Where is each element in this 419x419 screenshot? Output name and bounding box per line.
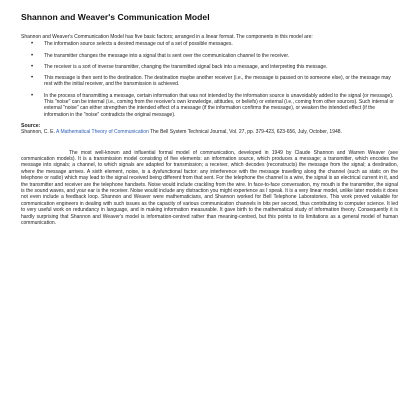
source-label: Source: [21, 122, 41, 129]
source-citation [21, 129, 398, 135]
page-title: Shannon and Weaver's Communication Model [21, 12, 210, 22]
source-link[interactable]: A Mathematical Theory of Communication [56, 129, 149, 136]
list-item: • The transmitter changes the message into a signal that is sent over the communication channel to the receiver. [31, 53, 398, 59]
intro-paragraph: Shannon and Weaver's Communication Model has five basic factors; arranged in a linear format. The components in this model are: [21, 34, 313, 40]
source-prefix: Shannon, C. E. [21, 129, 57, 136]
list-item: • The receiver is a sort of inverse transmitter, changing the transmitted signal back into a message, and interpreting this message. [31, 64, 398, 70]
list-item: • The information source selects a desired message out of a set of possible messages. [31, 41, 398, 47]
source-suffix: The Bell System Technical Journal, Vol. 27, pp. 379-423, 623-656, July, October, 1948. [148, 129, 342, 136]
list-item: • In the process of transmitting a message, certain information that was not intended by the information source is unavoidably added to the signal (or message). This "noise" can be internal (i.e., coming from the receiver's own knowledge, attitudes, or beliefs) or external (i.e., coming from other sources). Such internal or external "noise" can either strengthen the intended effect of a message (if the information confirms the message), or weaken the intended effect (if the information in the "noise" contradicts the original message). [31, 93, 398, 118]
components-list [21, 41, 398, 118]
body-paragraph: The most well-known and influential formal model of communication, developed in 1949 by Claude Shannon and Warren Weaver (see communication models). It is a transmission model consisting of five elements: an information source, which produces a message; a transmitter, which encodes the message into signals; a channel, to which signals are adapted for transmission; a receiver, which decodes (reconstructs) the message from the signal; a destination, where the message arrives. A sixth element, noise, is a dysfunctional factor: any interference with the message travelling along the channel (such as static on the telephone or radio) which may lead to the signal received being different from that sent. For the telephone the channel is a wire, the signal is an electrical current in it, and the transmitter and receiver are the telephone handsets. Noise would include crackling from the wire. In face-to-face conversation, my mouth is the transmitter, the signal is the sound waves, and your ear is the receiver. Noise would include any distraction you might experience as I speak. It is a very linear model, unlike later models it does not even include a feedback loop. Shannon and Weaver were mathematicians, and Shannon worked for Bell Telephone Laboratories. This work proved valuable for communication engineers in dealing with such issues as the capacity of various communication channels in bits per second, thus contributing to computer science. It led to very useful work on redundancy in language, and in making information measurable. It gave birth to the mathematical study of information theory. Consequently it is hardly surprising that Shannon and Weaver's model is information-centred rather than meaning-centred, but this points to its limitations as a general model of human communication. [21, 149, 398, 227]
list-item: • This message is then sent to the destination. The destination maybe another receiver (i.e., the message is passed on to someone else), or the message may rest with the initial receiver, and the transmission is achieved. [31, 75, 398, 88]
